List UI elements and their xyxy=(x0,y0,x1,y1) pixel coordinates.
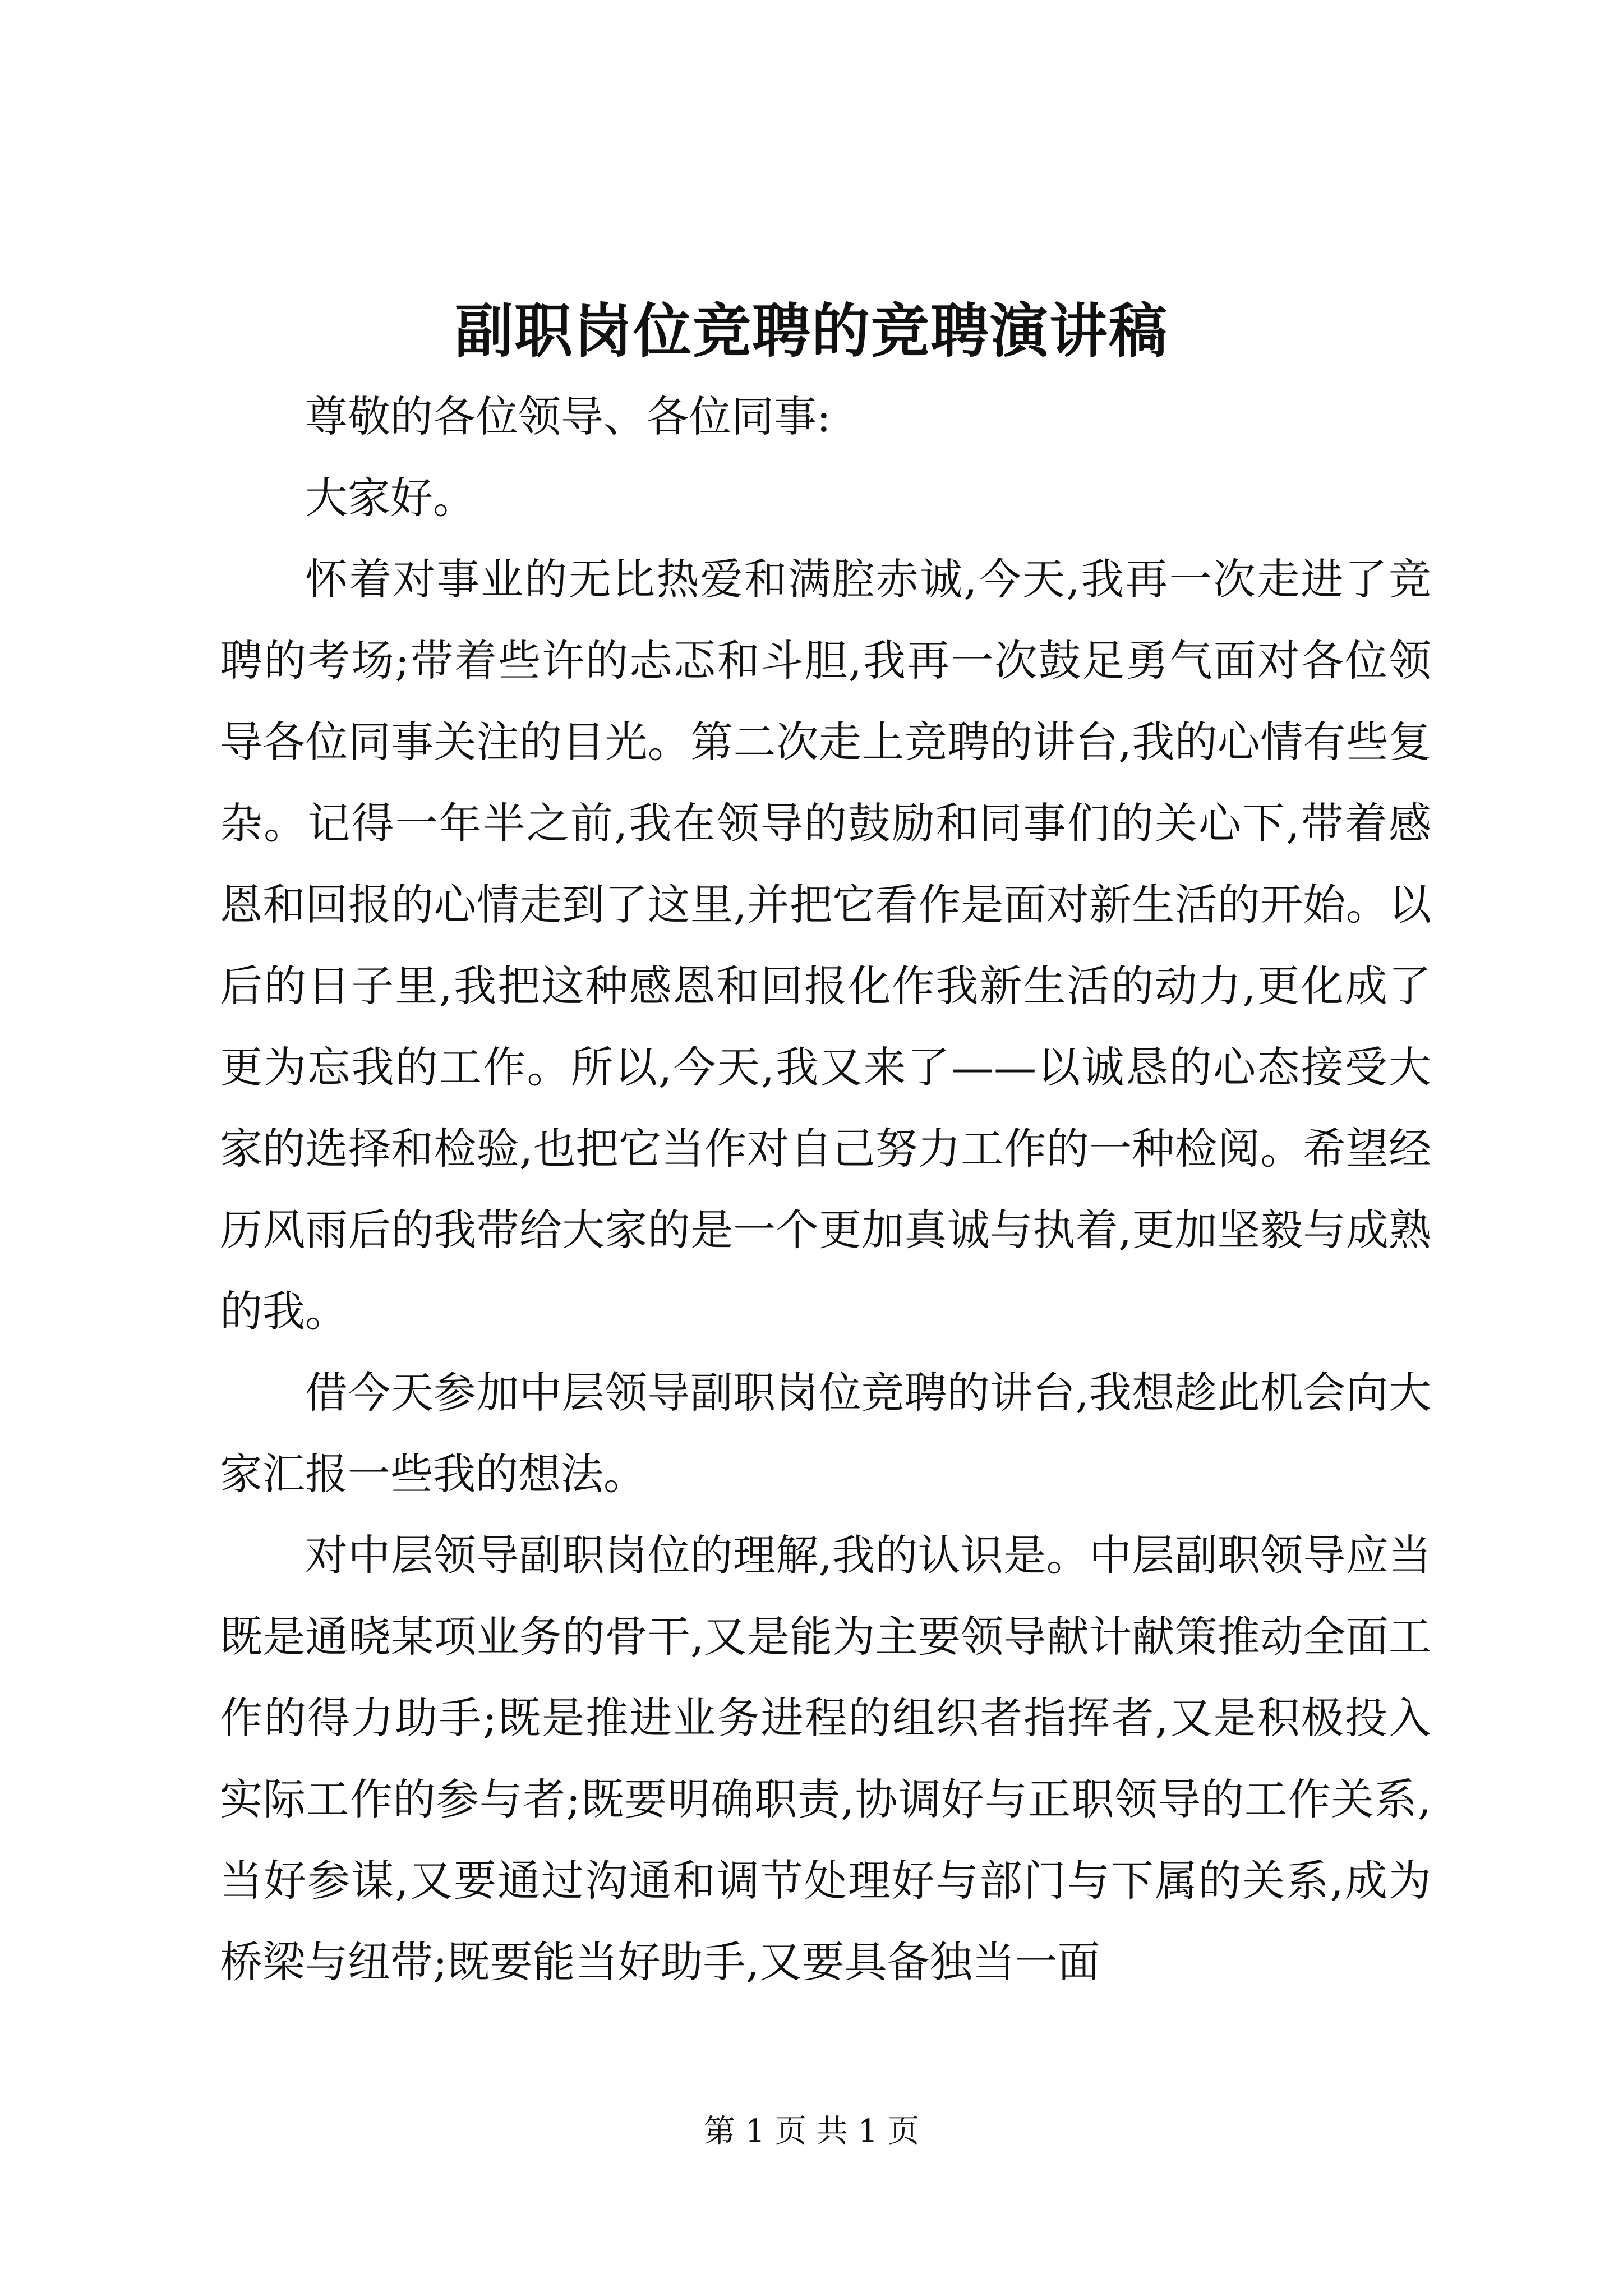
paragraph-opening: 怀着对事业的无比热爱和满腔赤诚,今天,我再一次走进了竞聘的考场;带着些许的忐忑和斗胆,我再一次鼓足勇气面对各位领导各位同事关注的目光。第二次走上竞聘的讲台,我的心情有些复杂。记得一年半之前,我在领导的鼓励和同事们的关心下,带着感恩和回报的心情走到了这里,并把它看作是面对新生活的开始。以后的日子里,我把这种感恩和回报化作我新生活的动力,更化成了更为忘我的工作。所以,今天,我又来了——以诚恳的心态接受大家的选择和检验,也把它当作对自己努力工作的一种检阅。希望经历风雨后的我带给大家的是一个更加真诚与执着,更加坚毅与成熟的我。 xyxy=(220,554,1431,1336)
document-body xyxy=(220,376,1431,2003)
document-title: 副职岗位竞聘的竞聘演讲稿 xyxy=(454,296,1168,365)
paragraph-greeting: 大家好。 xyxy=(305,473,476,523)
paragraph-salutation: 尊敬的各位领导、各位同事: xyxy=(305,392,831,441)
paragraph-purpose: 借今天参加中层领导副职岗位竞聘的讲台,我想趁此机会向大家汇报一些我的想法。 xyxy=(220,1368,1431,1499)
paragraph-understanding: 对中层领导副职岗位的理解,我的认识是。中层副职领导应当既是通晓某项业务的骨干,又是能为主要领导献计献策推动全面工作的得力助手;既是推进业务进程的组织者指挥者,又是积极投入实际工作的参与者;既要明确职责,协调好与正职领导的工作关系,当好参谋,又要通过沟通和调节处理好与部门与下属的关系,成为桥梁与纽带;既要能当好助手,又要具备独当一面 xyxy=(220,1530,1431,1987)
page-number-footer: 第 1 页 共 1 页 xyxy=(703,2113,920,2150)
